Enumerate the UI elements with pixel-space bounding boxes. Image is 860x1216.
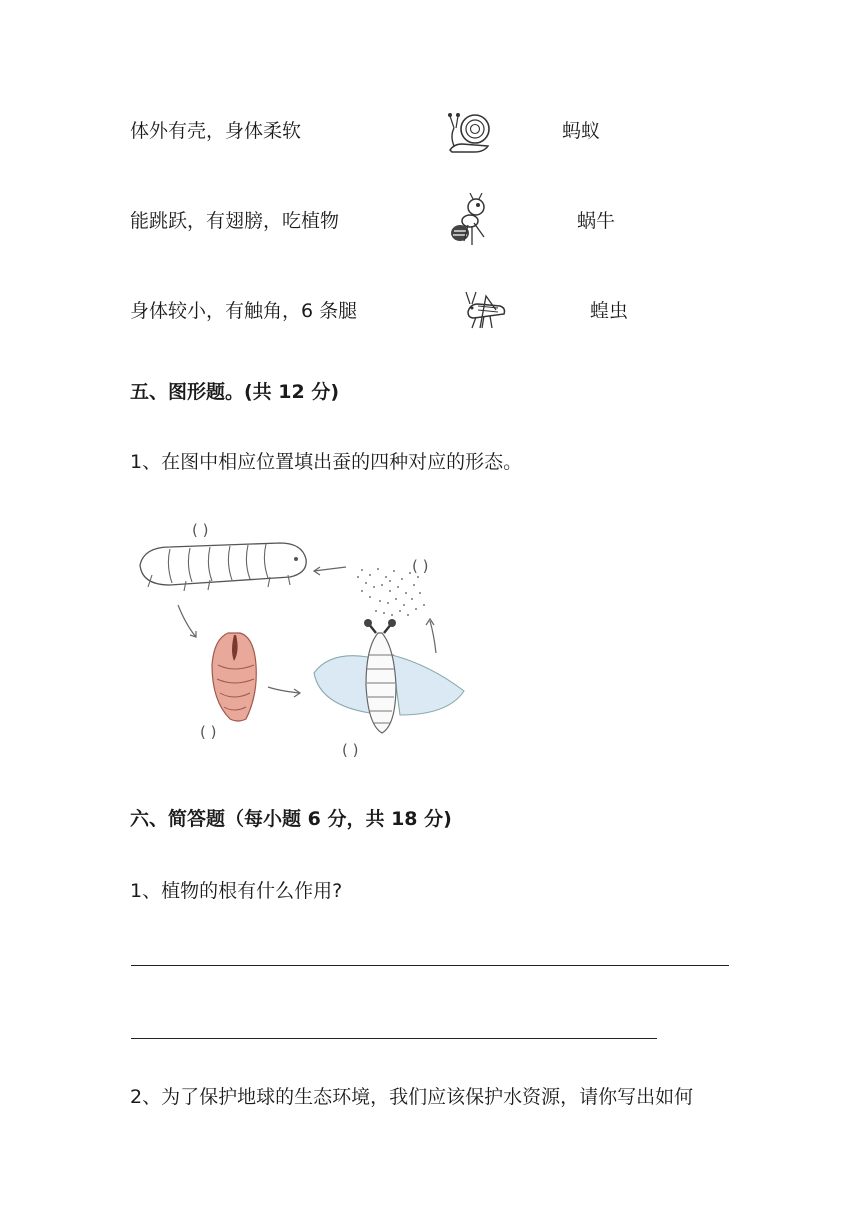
silkworm-lifecycle-diagram <box>130 515 490 775</box>
answer-line[interactable] <box>131 1038 657 1039</box>
question-text: 1、植物的根有什么作用? <box>130 880 343 902</box>
animal-name: 蜗牛 <box>577 210 616 232</box>
section-heading-5: 五、图形题。(共 12 分) <box>130 381 340 403</box>
matching-row-2 <box>0 191 860 251</box>
ant-icon <box>446 193 494 253</box>
answer-blank-larva[interactable]: ( ) <box>192 521 209 539</box>
trait-text: 能跳跃，有翅膀，吃植物 <box>130 210 340 232</box>
section-heading-6: 六、简答题（每小题 6 分，共 18 分) <box>130 808 452 830</box>
animal-name: 蚂蚁 <box>562 120 601 142</box>
silkworm-pupa-icon <box>212 633 256 721</box>
silkworm-larva-icon <box>140 543 306 591</box>
matching-row-3 <box>0 282 860 342</box>
silkworm-eggs-icon <box>357 568 425 616</box>
animal-name: 蝗虫 <box>590 300 629 322</box>
answer-blank-moth[interactable]: ( ) <box>342 741 359 759</box>
answer-line[interactable] <box>131 965 729 966</box>
trait-text: 体外有壳，身体柔软 <box>130 120 302 142</box>
trait-text: 身体较小，有触角，6 条腿 <box>130 300 358 322</box>
snail-icon <box>444 106 494 160</box>
answer-blank-pupa[interactable]: ( ) <box>200 723 217 741</box>
grasshopper-icon <box>464 290 508 334</box>
question-text: 2、为了保护地球的生态环境，我们应该保护水资源，请你写出如何 <box>130 1086 694 1108</box>
answer-blank-eggs[interactable]: ( ) <box>412 557 429 575</box>
matching-row-1 <box>0 102 860 162</box>
silkworm-moth-icon <box>314 619 464 733</box>
question-text: 1、在图中相应位置填出蚕的四种对应的形态。 <box>130 451 523 473</box>
